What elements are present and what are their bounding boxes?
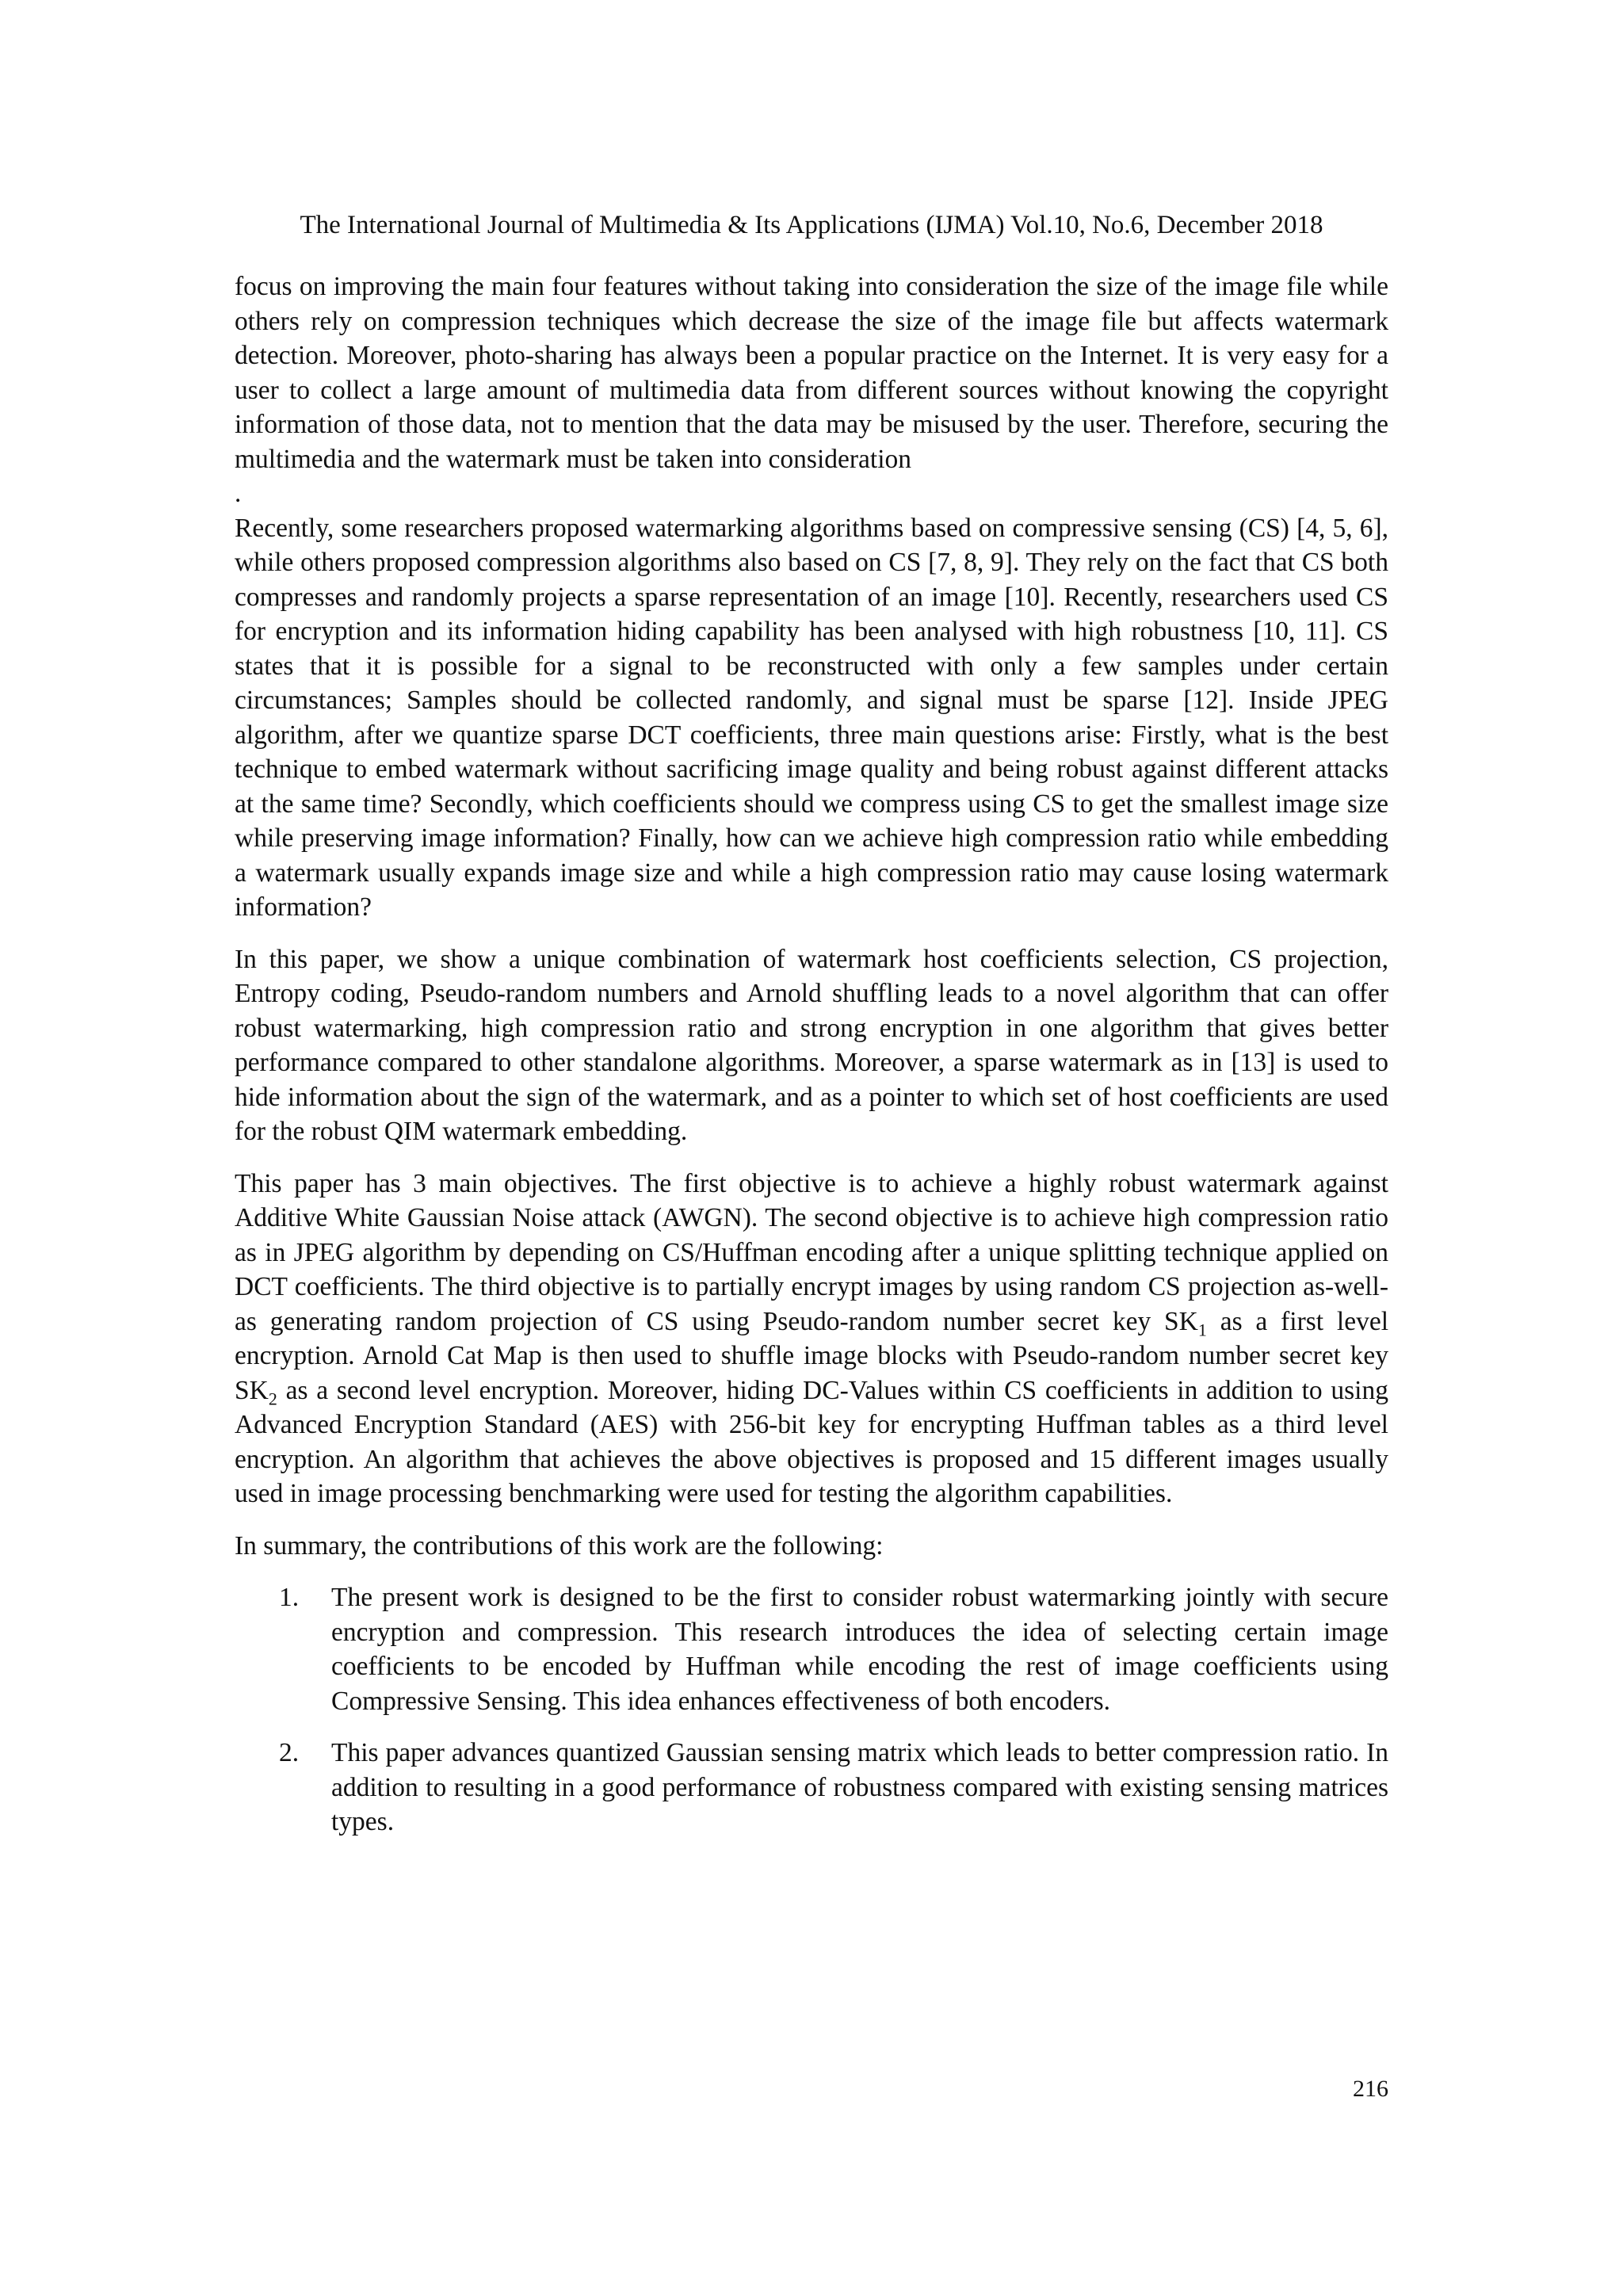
contributions-list bbox=[235, 1580, 1388, 1839]
contribution-number: 2. bbox=[279, 1738, 300, 1767]
paragraph-intro-continued: focus on improving the main four features without taking into consideration the size of the image file while others rely on compression techniques which decrease the size of the image file but affects watermark detection. Moreover, photo-sharing has always been a popular practice on the Internet. It is very easy for a user to collect a large amount of multimedia data from different sources without knowing the copyright information of those data, not to mention that the data may be misused by the user. Therefore, securing the multimedia and the watermark must be taken into consideration bbox=[235, 272, 1388, 474]
contribution-item bbox=[235, 1736, 1388, 1839]
contribution-item bbox=[235, 1580, 1388, 1718]
paragraph-compressive-sensing: Recently, some researchers proposed watermarking algorithms based on compressive sensing (CS) [4, 5, 6], while others proposed compression algorithms also based on CS [7, 8, 9]. They rely on the fact that CS both compresses and randomly projects a sparse representation of an image [10]. Recently, researchers used CS for encryption and its information hiding capability has been analysed with high robustness [10, 11]. CS states that it is possible for a signal to be reconstructed with only a few samples under certain circumstances; Samples should be collected randomly, and signal must be sparse [12]. Inside JPEG algorithm, after we quantize sparse DCT coefficients, three main questions arise: Firstly, what is the best technique to embed watermark without sacrificing image quality and being robust against different attacks at the same time? Secondly, which coefficients should we compress using CS to get the smallest image size while preserving image information? Finally, how can we achieve high compression ratio while embedding a watermark usually expands image size and while a high compression ratio may cause losing watermark information? bbox=[235, 513, 1388, 922]
paragraph-summary-lead: In summary, the contributions of this work are the following: bbox=[235, 1530, 884, 1561]
subscript-sk1: 1 bbox=[1197, 1320, 1207, 1340]
contribution-text: This paper advances quantized Gaussian sensing matrix which leads to better compression ratio. In addition to resulting in a good performance of robustness compared with existing sensing matrices types. bbox=[331, 1738, 1388, 1836]
stray-period: . bbox=[235, 479, 242, 508]
objectives-text-part-1: This paper has 3 main objectives. The first objective is to achieve a highly robust watermark against Additive White Gaussian Noise attack (AWGN). The second objective is to achieve high compression ratio as in JPEG algorithm by depending on CS/Huffman encoding after a unique splitting technique applied on DCT coefficients. The third objective is to partially encrypt images by using random CS projection as-well-as generating random projection of CS using Pseudo-random number secret key SK bbox=[235, 1168, 1388, 1336]
objectives-text-part-2: as a first level encryption. Arnold Cat Map is then used to shuffle image blocks with Pseudo-random number secret key SK bbox=[235, 1306, 1389, 1405]
running-header: The International Journal of Multimedia & Its Applications (IJMA) Vol.10, No.6, December 2018 bbox=[300, 211, 1323, 239]
paragraph-objectives bbox=[235, 1167, 1388, 1511]
paragraph-this-paper: In this paper, we show a unique combination of watermark host coefficients selection, CS projection, Entropy coding, Pseudo-random numbers and Arnold shuffling leads to a novel algorithm that can offer robust watermarking, high compression ratio and strong encryption in one algorithm that gives better performance compared to other standalone algorithms. Moreover, a sparse watermark as in [13] is used to hide information about the sign of the watermark, and as a pointer to which set of host coefficients are used for the robust QIM watermark embedding. bbox=[235, 944, 1388, 1146]
contribution-number: 1. bbox=[279, 1583, 300, 1612]
contribution-text: The present work is designed to be the first to consider robust watermarking jointly with secure encryption and compression. This research introduces the idea of selecting certain image coefficients to be encoded by Huffman while encoding the rest of image coefficients using Compressive Sensing. This idea enhances effectiveness of both encoders. bbox=[331, 1583, 1388, 1716]
body-text bbox=[235, 269, 1388, 1857]
page-number: 216 bbox=[1353, 2076, 1388, 2102]
objectives-text-part-3: as a second level encryption. Moreover, hiding DC-Values within CS coefficients in addition to using Advanced Encryption Standard (AES) with 256-bit key for encrypting Huffman tables as a third level encryption. An algorithm that achieves the above objectives is proposed and 15 different images usually used in image processing benchmarking were used for testing the algorithm capabilities. bbox=[235, 1375, 1388, 1508]
subscript-sk2: 2 bbox=[268, 1389, 277, 1409]
